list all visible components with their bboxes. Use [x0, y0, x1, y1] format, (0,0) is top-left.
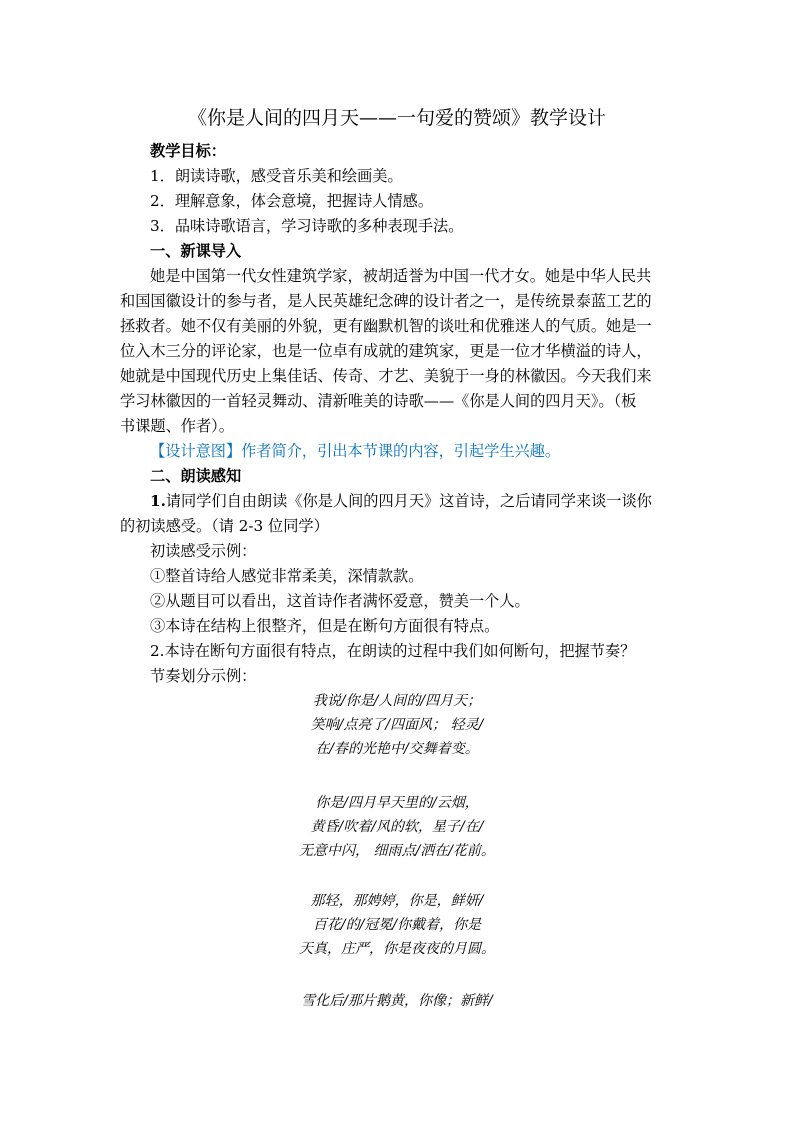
poem-line: 你是/四月早天里的/云烟， — [315, 795, 479, 811]
objectives-heading: 教学目标： — [150, 142, 226, 160]
paragraph-line: 位入木三分的评论家，也是一位卓有成就的建筑家，更是一位才华横溢的诗人， — [120, 342, 652, 360]
poem-line: 那轻，那娉婷，你是，鲜妍/ — [310, 893, 484, 909]
poem-line: 百花/的/冠冕/你戴着，你是 — [312, 917, 482, 933]
question-1-continued: 的初读感受。（请 2-3 位同学） — [120, 517, 329, 535]
question-1 — [150, 490, 652, 512]
poem-line: 在/春的光艳中/交舞着变。 — [315, 741, 479, 757]
poem-line: 我说/你是/人间的/四月天； — [312, 693, 482, 709]
paragraph-line: 和国国徽设计的参与者，是人民英雄纪念碑的设计者之一，是传统景泰蓝工艺的 — [120, 292, 652, 310]
example-label: 初读感受示例： — [150, 542, 257, 560]
paragraph-line: 她是中国第一代女性建筑学家，被胡适誉为中国一代才女。她是中华人民共 — [150, 267, 652, 285]
poem-line: 黄昏/吹着/风的软，星子/在/ — [310, 819, 484, 835]
objective-item: 1．朗读诗歌，感受音乐美和绘画美。 — [150, 167, 403, 185]
objective-item: 2．理解意象，体会意境，把握诗人情感。 — [150, 192, 434, 210]
paragraph-line: 她就是中国现代历史上集佳话、传奇、才艺、美貌于一身的林徽因。今天我们来 — [120, 367, 652, 385]
section-heading-reading: 二、朗读感知 — [150, 467, 242, 485]
objective-item: 3．品味诗歌语言，学习诗歌的多种表现手法。 — [150, 217, 464, 235]
question-1-number: 1. — [150, 492, 166, 510]
design-intent-label: 【设计意图】 — [150, 442, 242, 460]
question-2: 2.本诗在断句方面很有特点，在朗读的过程中我们如何断句，把握节奏？ — [150, 642, 636, 660]
poem-line: 天真，庄严，你是夜夜的月圆。 — [299, 941, 495, 957]
poem-line: 雪化后/那片鹅黄，你像；新鲜/ — [301, 993, 493, 1009]
design-intent — [150, 440, 560, 462]
page-title: 《你是人间的四月天——一句爱的赞颂》教学设计 — [187, 107, 606, 129]
question-1-text: 请同学们自由朗读《你是人间的四月天》这首诗，之后请同学来谈一谈你 — [165, 492, 652, 510]
example-item: ③本诗在结构上很整齐，但是在断句方面很有特点。 — [150, 617, 500, 635]
poem-line: 无意中闪， 细雨点/洒在/花前。 — [299, 843, 495, 859]
poem-line: 笑响/点亮了/四面风； 轻灵/ — [310, 717, 484, 733]
paragraph-line: 学习林徽因的一首轻灵舞动、清新唯美的诗歌——《你是人间的四月天》。（板 — [120, 392, 637, 410]
rhythm-label: 节奏划分示例： — [150, 667, 257, 685]
design-intent-text: 作者简介，引出本节课的内容，引起学生兴趣。 — [241, 442, 561, 460]
paragraph-line: 书课题、作者）。 — [120, 417, 234, 435]
example-item: ②从题目可以看出，这首诗作者满怀爱意，赞美一个人。 — [150, 592, 530, 610]
paragraph-line: 拯救者。她不仅有美丽的外貌，更有幽默机智的谈吐和优雅迷人的气质。她是一 — [120, 317, 652, 335]
section-heading-intro: 一、新课导入 — [150, 242, 242, 260]
example-item: ①整首诗给人感觉非常柔美，深情款款。 — [150, 567, 424, 585]
